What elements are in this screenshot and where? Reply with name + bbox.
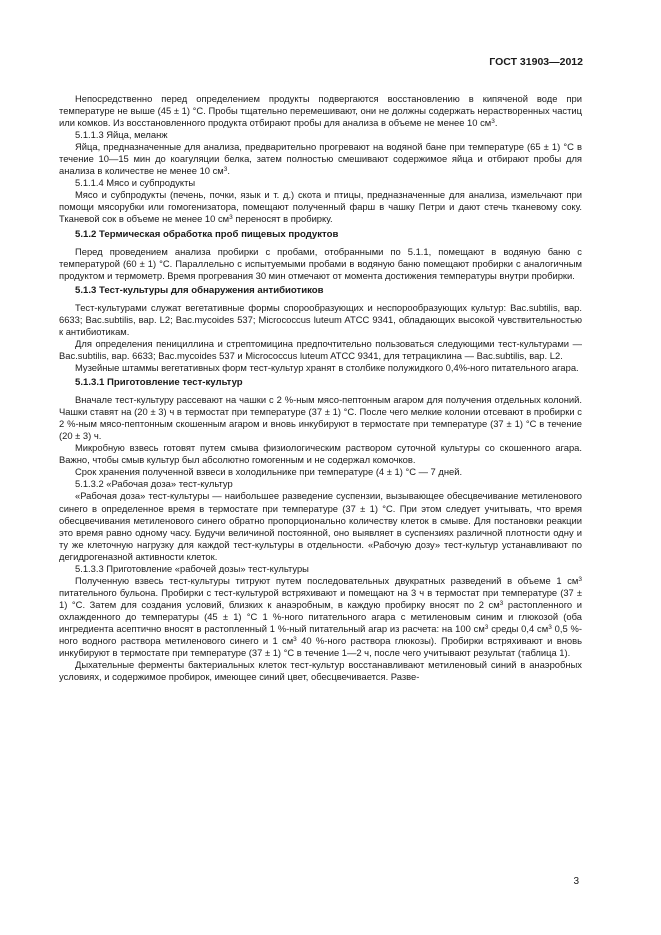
- text-run: Яйца, предназначенные для анализа, предварительно прогревают на водяной бане при температуре (65 ± 1) °С в течение 10—15 мин до коагуляции белка, затем полностью смешивают содержимое яйца и отбирают пробы для анализа в количестве не менее 10 см: [59, 141, 582, 177]
- text-run: Дыхательные ферменты бактериальных клеток тест-культур восстанавливают метиленовый синий в анаэробных условиях, и содержимое пробирок, имеющее синий цвет, обесцвечивается. Разве-: [59, 659, 582, 683]
- superscript: 3: [223, 166, 228, 174]
- paragraph: [59, 302, 582, 338]
- paragraph: [59, 563, 582, 575]
- text-run: 5.1.1.3 Яйца, меланж: [75, 129, 168, 141]
- text-run: Перед проведением анализа пробирки с пробами, отобранными по 5.1.1, помещают в водяную баню с температурой (60 ± 1) °С. Параллельно с испытуемыми пробами в водяную баню помещают пробирки с аналогичным продуктом и термометр. Время прогревания 30 мин отмечают от момента достижения температуры внутри пробирки.: [59, 245, 582, 281]
- paragraph: [59, 442, 582, 466]
- text-run: 5.1.3.1 Приготовление тест-культур: [75, 377, 243, 389]
- page-body: [59, 93, 582, 683]
- superscript: 3: [484, 623, 489, 631]
- paragraph: [59, 177, 582, 189]
- paragraph: [59, 246, 582, 282]
- page-number: 3: [573, 876, 579, 887]
- text-run: 5.1.3 Тест-культуры для обнаружения антибиотиков: [75, 284, 324, 296]
- text-run: 0,5 %-ного водного раствора метиленового синего и 1 см: [59, 622, 582, 647]
- superscript: 3: [578, 575, 582, 583]
- text-run: среды 0,4 см: [488, 622, 549, 634]
- text-run: Микробную взвесь готовят путем смыва физиологическим раствором суточной культуры со скошенного агара. Важно, чтобы смыв культур был абсолютно гомогенным и не содержал комочков.: [59, 442, 582, 466]
- text-run: питательного бульона. Пробирки с тест-культурой встряхивают и помещают на 3 ч в термостат при температуре (37 ± 1) °С. Затем для создания условий, близких к анаэробным, в каждую пробирку вносят по 2 см: [59, 586, 582, 610]
- document-header: ГОСТ 31903—2012: [489, 56, 583, 68]
- paragraph: [59, 129, 582, 141]
- section-heading: [59, 377, 582, 389]
- paragraph: [59, 478, 582, 490]
- section-heading: [59, 229, 582, 241]
- paragraph: [59, 93, 582, 129]
- text-run: 5.1.3.3 Приготовление «рабочей дозы» тест-культуры: [75, 562, 309, 574]
- text-run: Тест-культурами служат вегетативные формы спорообразующих и неспорообразующих культур: Bac.subtilis, вар. 6633; Bac.subtilis, вар. L2; Bac.mycoides 537; Micrococcus luteum ATCC 9341, обладающих высокой чувствительностью к антибиотикам.: [59, 301, 582, 337]
- text-run: Для определения пенициллина и стрептомицина предпочтительно пользоваться следующими тест-культурами — Bac.subtilis, вар. 6633; Bac.mycoides 537 и Micrococcus luteum ATCC 9341, для тетрациклина — Bac.subtilis, вар. L2.: [59, 337, 582, 361]
- text-run: Мясо и субпродукты (печень, почки, язык и т. д.) скота и птицы, предназначенные для анализа, измельчают при помощи мясорубки или гомогенизатора, помещают полученный фарш в чашку Петри и дают стечь тканевому соку. Тканевой сок в объеме не менее 10 см: [59, 189, 582, 225]
- superscript: 3: [548, 623, 552, 631]
- text-run: Музейные штаммы вегетативных форм тест-культур хранят в столбике полужидкого 0,4%-ного питательного агара.: [75, 361, 579, 373]
- text-run: «Рабочая доза» тест-культуры — наибольшее разведение суспензии, вызывающее обесцвечивание метиленового синего в определенное время в термостате при температуре (37 ± 1) °С. При этом следует учитывать, что время обесцвечивания метиленового синего обратно пропорционально количеству клеток в смыве. Для постановки реакции это время равно одному часу. Будучи величиной постоянной, оно выявляет в суспензиях различной плотности одну и ту же клеточную нагрузку для каждой тест-культуры в отдельности. «Рабочую дозу» тест-культур устанавливают по дегидрогеназной активности клеток.: [59, 490, 582, 562]
- paragraph: [59, 189, 582, 225]
- paragraph: [59, 659, 582, 683]
- text-run: 40 %-ного раствора глюкозы). Пробирки встряхивают и вновь инкубируют в термостате при температуре (37 ± 1) °С в течение 1—2 ч, после чего учитывают результат (таблица 1).: [59, 635, 582, 659]
- text-run: Вначале тест-культуру рассевают на чашки с 2 %-ным мясо-пептонным агаром для получения отдельных колоний. Чашки ставят на (20 ± 3) ч в термостат при температуре (37 ± 1) °С. После чего мелкие колонии отсевают в пробирки с 2 %-ным мясо-пептонным скошенным агаром и вновь инкубируют в термостате при температуре (37 ± 1) °С в течение (20 ± 3) ч.: [59, 394, 582, 442]
- superscript: 3: [491, 118, 495, 126]
- section-heading: [59, 285, 582, 297]
- text-run: .: [227, 165, 230, 177]
- paragraph: [59, 394, 582, 442]
- text-run: Срок хранения полученной взвеси в холодильнике при температуре (4 ± 1) °С — 7 дней.: [75, 466, 463, 478]
- superscript: 3: [499, 599, 504, 607]
- paragraph: [59, 490, 582, 562]
- paragraph: [59, 466, 582, 478]
- paragraph: [59, 338, 582, 362]
- text-run: 5.1.2 Термическая обработка проб пищевых продуктов: [75, 228, 339, 240]
- paragraph: [59, 141, 582, 177]
- text-run: .: [494, 117, 498, 129]
- superscript: 3: [229, 214, 233, 222]
- text-run: Полученную взвесь тест-культуры титруют путем последовательных двукратных разведений в объеме 1 см: [75, 574, 579, 586]
- text-run: переносят в пробирку.: [232, 213, 333, 225]
- paragraph: [59, 575, 582, 659]
- text-run: Непосредственно перед определением продукты подвергаются восстановлению в кипяченой воде при температуре не выше (45 ± 1) °С. Пробы тщательно перемешивают, они не должны содержать нерастворенных частиц или комков. Из восстановленного продукта отбирают пробы для анализа в объеме не менее 10 см: [59, 93, 582, 129]
- text-run: 5.1.1.4 Мясо и субпродукты: [75, 177, 196, 189]
- paragraph: [59, 362, 582, 374]
- text-run: растопленного и охлажденного до температуры (45 ± 1) °С 1 %-ного питательного агара с метиленовым синим и глюкозой (оба ингредиента асептично вносят в растопленный 1 %-ный питательный агар из расчета: на 100 см: [59, 598, 582, 634]
- text-run: 5.1.3.2 «Рабочая доза» тест-культур: [75, 478, 233, 490]
- superscript: 3: [293, 636, 297, 644]
